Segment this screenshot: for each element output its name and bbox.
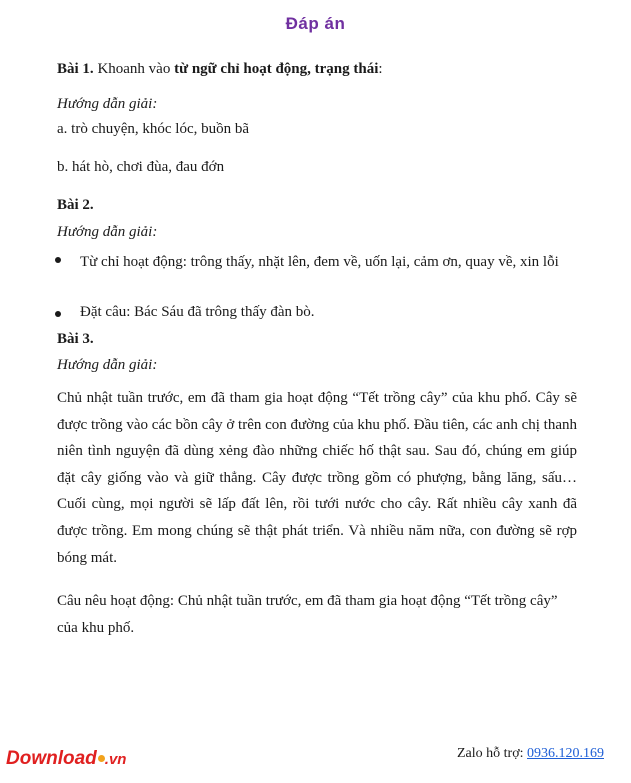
zalo-label: Zalo hỗ trợ: — [457, 746, 527, 761]
bai3-summary: Câu nêu hoạt động: Chủ nhật tuần trước, em đã tham gia hoạt động “Tết trồng cây” của khu phố. — [57, 593, 558, 636]
logo-text: Download — [6, 748, 97, 769]
bai2-bullet-2: Đặt câu: Bác Sáu đã trông thấy đàn bò. — [80, 304, 315, 320]
bullet-dot-icon — [55, 311, 61, 317]
zalo-support — [457, 746, 604, 762]
logo-suffix: .vn — [104, 751, 127, 768]
bai3-guide: Hướng dẫn giải: — [57, 357, 158, 373]
logo-dot-icon — [98, 755, 105, 762]
bai1-answer-b: b. hát hò, chơi đùa, đau đớn — [57, 159, 225, 175]
bai1-guide: Hướng dẫn giải: — [57, 96, 158, 112]
bai3-paragraph: Chủ nhật tuần trước, em đã tham gia hoạt động “Tết trồng cây” của khu phố. Cây sẽ được trồng vào các bồn cây ở trên con đường của khu phố. Đầu tiên, các anh chị thanh niên tình nguyện đã dùng xẻng đào những chiếc hố thật sau. Sau đó, chúng em giúp đặt cây giống vào và giữ thẳng. Cây được trồng gồm có phượng, bằng lăng, sấu… Cuối cùng, mọi người sẽ lấp đất lên, rồi tưới nước cho cây. Rất nhiều cây xanh đã được trồng. Em mong chúng sẽ thật phát triển. Và nhiều năm nữa, con đường sẽ rợp bóng mát. — [57, 390, 577, 566]
bai2-guide: Hướng dẫn giải: — [57, 224, 158, 240]
bai1-label: Bài 1. — [57, 61, 94, 77]
page-title: Đáp án — [285, 14, 346, 33]
bai2-label: Bài 2. — [57, 197, 94, 213]
bai1-heading — [57, 61, 383, 78]
bai1-emphasis: từ ngữ chỉ hoạt động, trạng thái — [174, 61, 379, 77]
bullet-dot-icon — [55, 257, 61, 263]
bai1-answer-a: a. trò chuyện, khóc lóc, buồn bã — [57, 121, 250, 137]
zalo-phone-link[interactable]: 0936.120.169 — [527, 746, 604, 761]
bai1-colon: : — [378, 61, 383, 77]
bai1-intro: Khoanh vào — [93, 61, 175, 77]
bai3-label: Bài 3. — [57, 331, 94, 347]
bai2-bullet-1: Từ chỉ hoạt động: trông thấy, nhặt lên, đem về, uốn lại, cảm ơn, quay về, xin lỗi — [80, 254, 559, 270]
download-logo[interactable] — [6, 748, 126, 770]
